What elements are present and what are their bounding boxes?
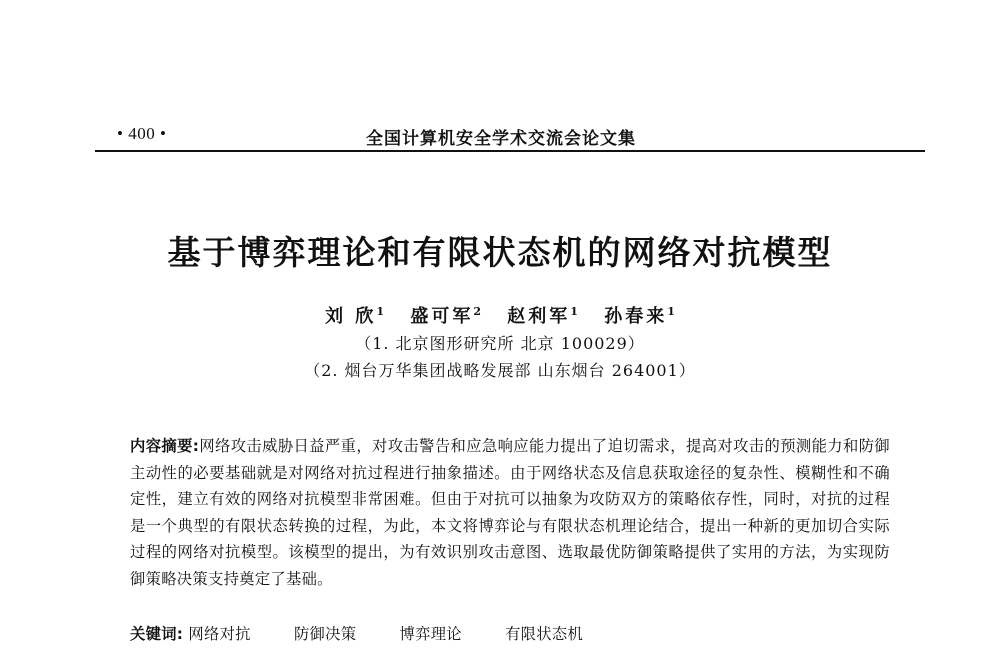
affiliation-mark: 1 xyxy=(570,305,578,318)
author-list xyxy=(0,302,1000,328)
abstract xyxy=(130,433,890,593)
author xyxy=(325,302,384,328)
affiliation-2: （2. 烟台万华集团战略发展部 山东烟台 264001） xyxy=(304,361,696,380)
journal-name: 全国计算机安全学术交流会论文集 xyxy=(366,129,636,149)
author-name: 刘 欣 xyxy=(325,306,377,327)
running-header xyxy=(95,120,925,152)
abstract-label: 内容摘要: xyxy=(130,437,200,455)
author xyxy=(507,302,578,328)
author-name: 赵利军 xyxy=(507,306,571,327)
affiliation-mark: 1 xyxy=(376,305,385,318)
affiliation-1: （1. 北京图形研究所 北京 100029） xyxy=(355,334,645,353)
keyword: 有限状态机 xyxy=(505,625,584,643)
affiliation-mark: 2 xyxy=(473,305,481,318)
keyword: 网络对抗 xyxy=(188,625,251,643)
author xyxy=(604,302,675,328)
paper-title: 基于博弈理论和有限状态机的网络对抗模型 xyxy=(167,233,833,272)
affiliation-mark: 1 xyxy=(667,305,675,318)
abstract-text: 网络攻击威胁日益严重，对攻击警告和应急响应能力提出了迫切需求，提高对攻击的预测能力和防御主动性的必要基础就是对网络对抗过程进行抽象描述。由于网络状态及信息获取途径的复杂性、模糊性和不确定性，建立有效的网络对抗模型非常困难。但由于对抗可以抽象为攻防双方的策略依存性，同时，对抗的过程是一个典型的有限状态转换的过程，为此，本文将博弈论与有限状态机理论结合，提出一种新的更加切合实际过程的网络对抗模型。该模型的提出，为有效识别攻击意图、选取最优防御策略提供了实用的方法，为实现防御策略决策支持奠定了基础。 xyxy=(130,437,890,588)
keywords xyxy=(130,622,890,644)
author-name: 孙春来 xyxy=(604,306,668,327)
author-name: 盛可军 xyxy=(410,306,474,327)
keyword: 防御决策 xyxy=(293,625,357,643)
keyword: 博弈理论 xyxy=(399,625,462,643)
author xyxy=(410,302,481,328)
page-number: • 400 • xyxy=(117,124,167,143)
keywords-label: 关键词: xyxy=(130,625,184,643)
